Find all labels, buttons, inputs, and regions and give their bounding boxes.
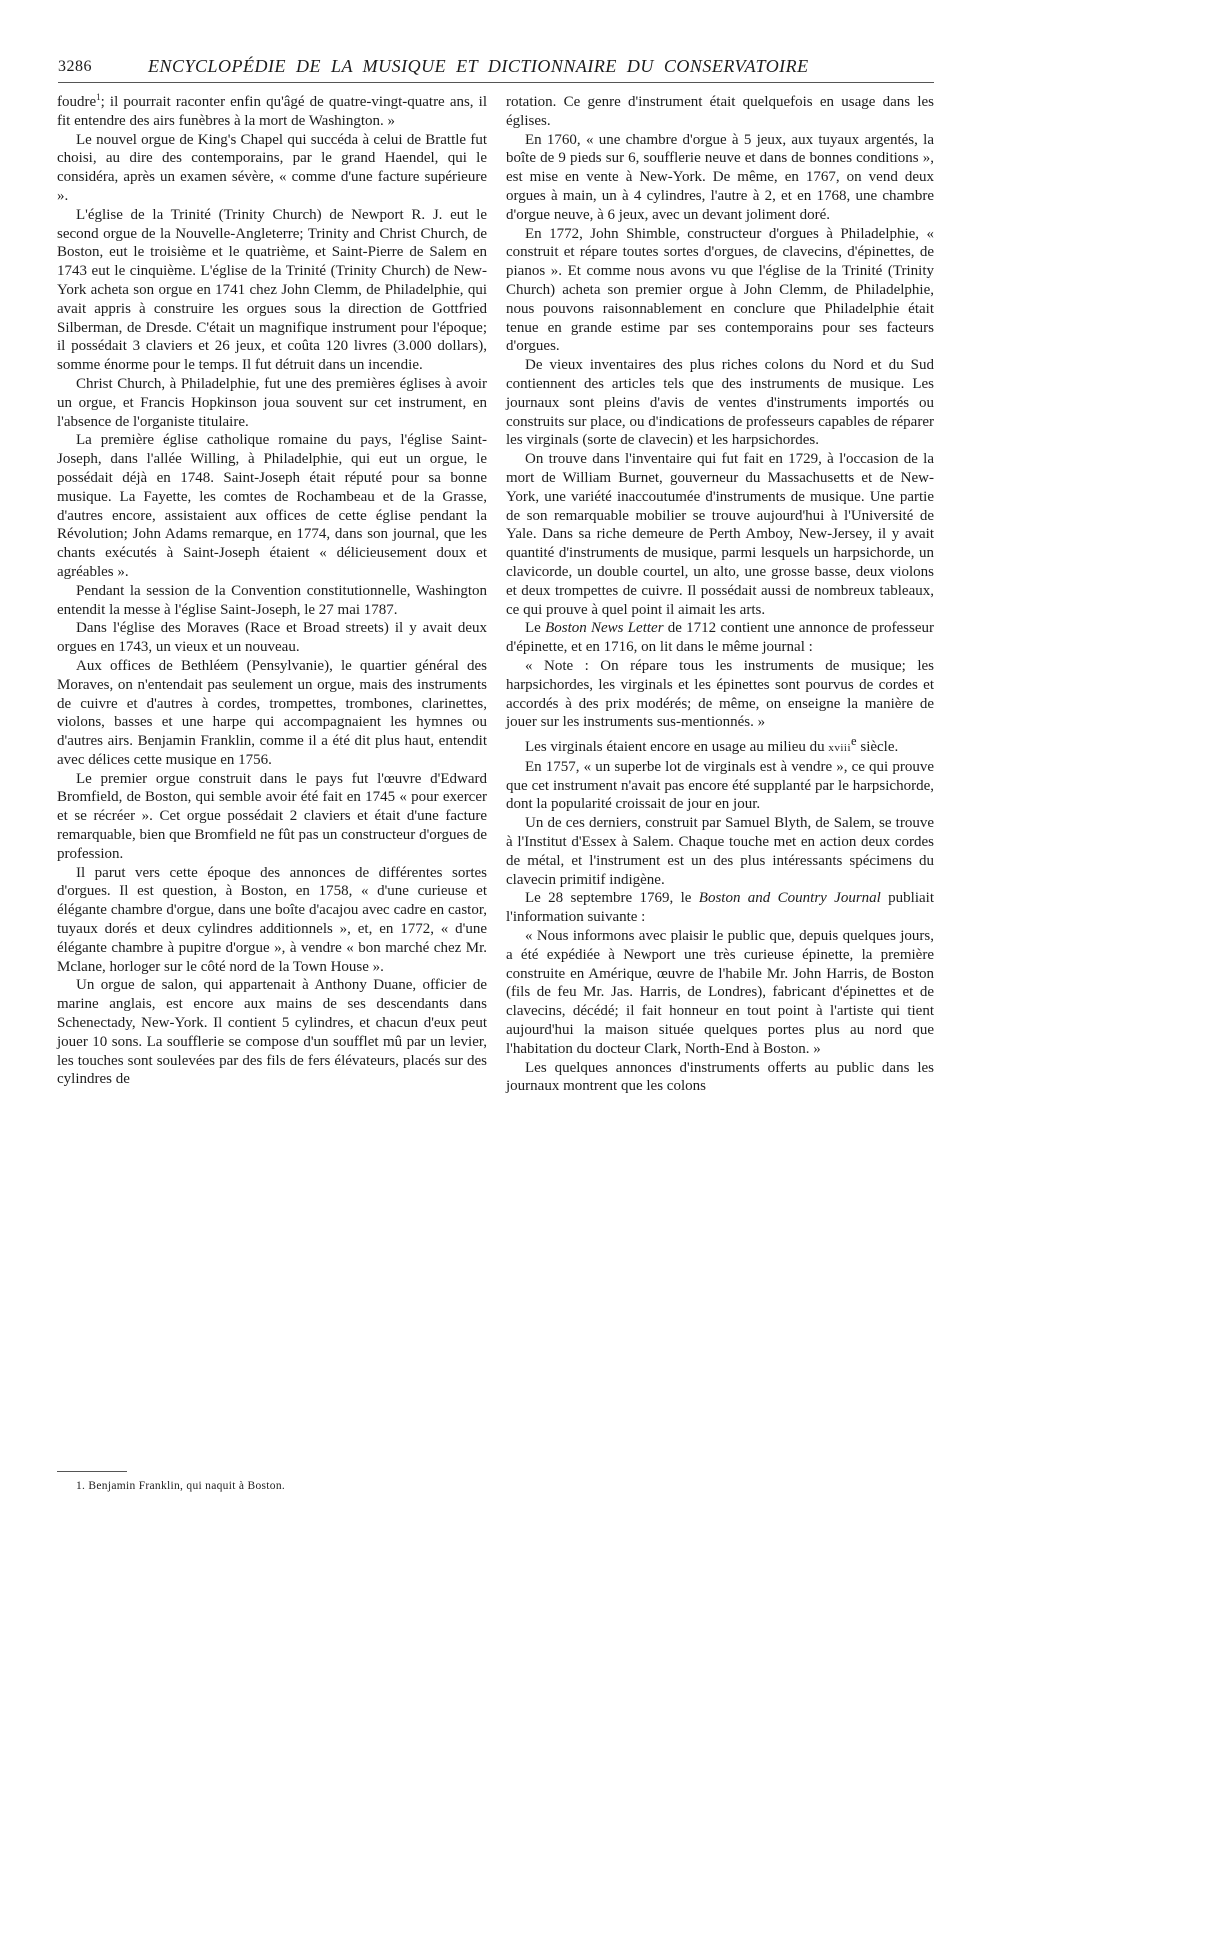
paragraph: L'église de la Trinité (Trinity Church) de Newport R. J. eut le second orgue de la Nouvelle-Angleterre; Trinity and Christ Church, de Boston, eut le troisième et le quatrième, et Saint-Pierre de Salem en 1743 eut le cinquième. L'église de la Trinité (Trinity Church) de New-York acheta son orgue en 1741 chez John Clemm, de Philadelphie, qui avait appris à construire les orgues sous la direction de Gottfried Silberman, de Dresde. C'était un magnifique instrument pour l'époque; il possédait 3 claviers et 26 jeux, et coûta 120 livres (3.000 dollars), somme énorme pour le temps. Il fut détruit dans un incendie. — [57, 206, 487, 374]
paragraph: En 1772, John Shimble, constructeur d'orgues à Philadelphie, « construit et répare toutes sortes d'orgues, de clavecins, d'épinettes, de pianos ». Et comme nous avons vu que l'église de la Trinité (Trinity Church) acheta son premier orgue à John Clemm, de Philadelphie, nous pouvons raisonnablement en conclure que Philadelphie était tenue en grande estime par ses contemporains pour ses facteurs d'orgues. — [506, 225, 934, 355]
paragraph: Christ Church, à Philadelphie, fut une des premières églises à avoir un orgue, et Francis Hopkinson joua souvent sur cet instrument, en l'absence de l'organiste titulaire. — [57, 375, 487, 430]
paragraph: La première église catholique romaine du pays, l'église Saint-Joseph, dans l'allée Willing, à Philadelphie, qui eut un orgue, le possédait déjà en 1748. Saint-Joseph était réputé pour sa bonne musique. La Fayette, les comtes de Rochambeau et de la Grasse, d'autres encore, assistaient aux offices de cette église pendant la Révolution; John Adams remarque, en 1774, dans son journal, que les chants exécutés à Saint-Joseph étaient « délicieusement doux et agréables ». — [57, 432, 487, 580]
paragraph-text: de 1712 contient une annonce de professeur d'épinette, et en 1716, on lit dans le même journal : — [506, 620, 934, 656]
footnote-rule — [57, 1471, 127, 1472]
footnote-reference[interactable]: 1 — [96, 92, 101, 102]
paragraph — [506, 732, 934, 758]
paragraph: Les quelques annonces d'instruments offerts au public dans les journaux montrent que les colons — [506, 1059, 934, 1095]
paragraph-text: ; il pourrait raconter enfin qu'âgé de quatre-vingt-quatre ans, il fit entendre des airs funèbres à la mort de Washington. » — [57, 94, 487, 129]
paragraph: Un de ces derniers, construit par Samuel Blyth, de Salem, se trouve à l'Institut d'Essex à Salem. Chaque touche met en action deux cordes de métal, et l'instrument est un des plus intéressants spécimens du clavecin primitif indigène. — [506, 815, 934, 888]
running-title: ENCYCLOPÉDIE DE LA MUSIQUE ET DICTIONNAIRE DU CONSERVATOIRE — [148, 56, 809, 76]
newspaper-title: Boston and Country Journal — [698, 890, 881, 907]
paragraph: On trouve dans l'inventaire qui fut fait en 1729, à l'occasion de la mort de William Burnet, gouverneur du Massachusetts et de New-York, une variété inaccoutumée d'instruments de musique. Une partie de son remarquable mobilier se trouve aujourd'hui à l'Université de Yale. Dans sa riche demeure de Perth Amboy, New-Jersey, il y avait quantité d'instruments de musique, parmi lesquels un harpsichorde, un clavicorde, un double courtel, un alto, une grosse basse, deux violons et deux trompettes de cuivre. Il possédait aussi de nombreux tableaux, ce qui prouve à quel point il aimait les arts. — [506, 451, 934, 618]
paragraph — [506, 619, 934, 657]
right-column — [506, 93, 934, 1463]
paragraph: En 1757, « un superbe lot de virginals est à vendre », ce qui prouve que cet instrument n'avait pas encore été supplanté par le harpsichorde, dont la popularité croissait de jour en jour. — [506, 758, 934, 813]
paragraph: « Nous informons avec plaisir le public que, depuis quelques jours, a été expédiée à Newport une très curieuse épinette, la première construite en Amérique, œuvre de l'habile Mr. John Harris, de Boston (fils de feu Mr. Jas. Harris, de Londres), fabricant d'épinettes et de clavecins, décédé; il fait honneur en tout point à l'artiste qui tient aujourd'hui la maison située quelques portes plus au nord que l'habitation du docteur Clark, North-End à Boston. » — [506, 928, 934, 1057]
paragraph-text: Le 28 septembre 1769, le — [525, 890, 699, 907]
paragraph — [506, 889, 934, 927]
paragraph-text: Le — [525, 620, 546, 637]
page-number: 3286 — [58, 58, 92, 75]
paragraph: rotation. Ce genre d'instrument était quelquefois en usage dans les églises. — [506, 94, 934, 129]
paragraph-text: publiait l'information suivante : — [506, 890, 935, 926]
century-suffix: e — [851, 734, 857, 749]
footnote: 1. Benjamin Franklin, qui naquit à Boston. — [76, 1480, 286, 1492]
paragraph: Le nouvel orgue de King's Chapel qui succéda à celui de Brattle fut choisi, au dire des contemporains, par le grand Haendel, qui le considéra, après un examen sévère, « comme d'une facture supérieure ». — [57, 131, 487, 204]
paragraph: Un orgue de salon, qui appartenait à Anthony Duane, officier de marine anglais, est encore aux mains de ses descendants dans Schenectady, New-York. Il contient 5 cylindres, et chacun d'eux peut jouer 10 sons. La soufflerie se compose d'un soufflet mû par un levier, les touches sont soulevées par des fils de fers élévateurs, placés sur des cylindres de — [57, 977, 487, 1088]
paragraph: Aux offices de Bethléem (Pensylvanie), le quartier général des Moraves, on n'entendait pas seulement un orgue, mais des instruments de cuivre et d'autres à cordes, trompettes, trombones, clarinettes, violons, basses et une harpe qui accompagnaient les hymnes ou d'autres airs. Benjamin Franklin, comme il a été dit plus haut, entendit avec délices cette musique en 1756. — [57, 657, 487, 768]
page-header — [58, 52, 934, 82]
century-numeral: xviii — [828, 742, 852, 755]
paragraph: En 1760, « une chambre d'orgue à 5 jeux, aux tuyaux argentés, la boîte de 9 pieds sur 6, soufflerie neuve et dans de bonnes conditions », est mise en vente à New-York. De même, en 1767, on vend deux orgues à main, un à 4 cylindres, l'autre à 2, et en 1768, une chambre d'orgue neuve, à 6 jeux, avec un devant joliment doré. — [506, 131, 934, 223]
paragraph — [57, 93, 487, 131]
paragraph: Le premier orgue construit dans le pays fut l'œuvre d'Edward Bromfield, de Boston, qui semble avoir été fait en 1745 « pour exercer et se récréer ». Cet orgue possédait 2 claviers et était d'une facture remarquable, bien que Bromfield ne fût pas un constructeur d'orgues de profession. — [57, 770, 487, 862]
paragraph: De vieux inventaires des plus riches colons du Nord et du Sud contiennent des articles tels que des instruments de musique. Les journaux sont pleins d'avis de ventes d'instruments importés ou construits sur place, ou d'indications de professeurs capables de réparer les virginals (sorte de clavecin) et les harpsichordes. — [506, 357, 934, 449]
left-column — [57, 93, 487, 1461]
paragraph: Dans l'église des Moraves (Race et Broad streets) il y avait deux orgues en 1743, un vieux et un nouveau. — [57, 620, 487, 656]
paragraph: « Note : On répare tous les instruments de musique; les harpsichordes, les virginals et les épinettes sont pourvus de cordes et accordés à des prix modérés; de même, on enseigne la manière de jouer sur les instruments sus-mentionnés. » — [506, 657, 934, 731]
paragraph-text: foudre — [57, 94, 97, 110]
paragraph: Il parut vers cette époque des annonces de différentes sortes d'orgues. Il est question, à Boston, en 1758, « d'une curieuse et élégante chambre d'orgue, dans une boîte d'acajou avec cadre en castor, tuyaux dorés et deux cylindres additionnels », et, en 1772, « d'une élégante chambre à pupitre d'orgue », à vendre « bon marché chez Mr. Mclane, horloger sur le côté nord de la Town House ». — [57, 864, 487, 975]
newspaper-title: Boston News Letter — [545, 620, 664, 637]
paragraph-text: siècle. — [856, 739, 899, 756]
paragraph-text: Les virginals étaient encore en usage au milieu du — [525, 739, 829, 756]
header-rule — [58, 82, 934, 83]
paragraph: Pendant la session de la Convention constitutionnelle, Washington entendit la messe à l'église Saint-Joseph, le 27 mai 1787. — [57, 582, 487, 618]
